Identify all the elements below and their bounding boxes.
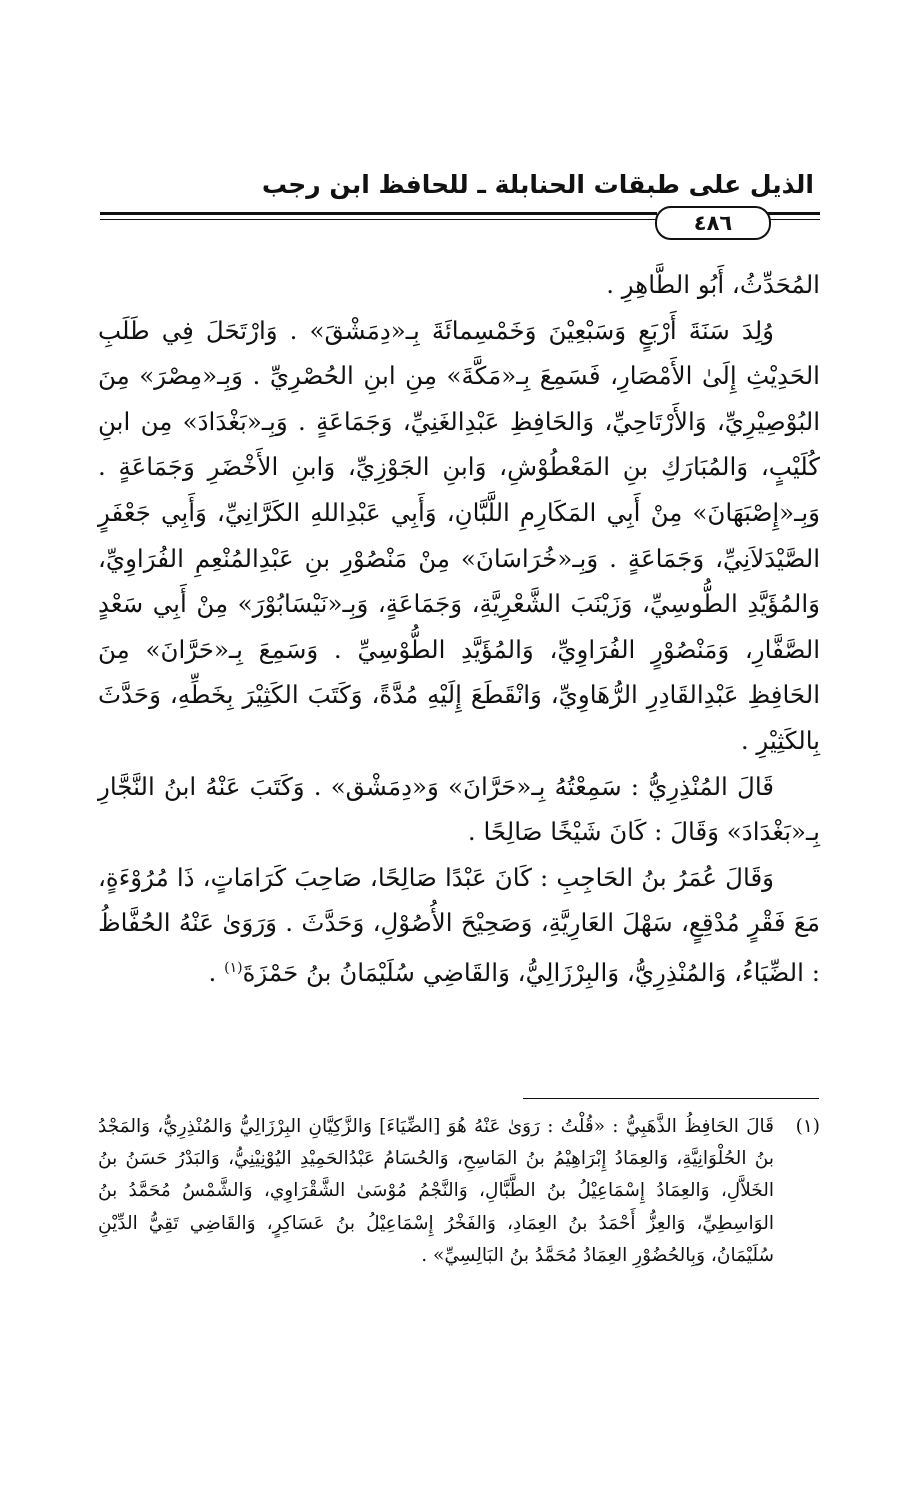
paragraph-ibn-hajib bbox=[98, 855, 820, 996]
paragraph-mundhiri: قَالَ المُنْذِرِيُّ : سَمِعْتُهُ بِـ«حَرَّانَ» وَ«دِمَشْق» . وَكَتَبَ عَنْهُ ابنُ النَّجَّارِ بِـ«بَغْدَادَ» وَقَالَ : كَانَ شَيْخًا صَالِحًا . bbox=[98, 771, 820, 847]
running-header bbox=[100, 168, 820, 238]
page-number-badge: ٤٨٦ bbox=[655, 206, 771, 240]
header-rule-thin-left bbox=[100, 219, 657, 220]
footnote-reference: (١) bbox=[224, 959, 243, 976]
footnote bbox=[98, 1111, 820, 1272]
header-rule-thick-left bbox=[100, 212, 657, 215]
running-header-title: الذيل على طبقات الحنابلة ـ للحافظ ابن رجب bbox=[261, 170, 814, 199]
footnote-separator bbox=[523, 1098, 819, 1099]
footnote-marker: (١) bbox=[795, 1116, 820, 1137]
final-period: . bbox=[208, 958, 225, 988]
paragraph-name-line: المُحَدِّثُ، أَبُو الطَّاهِرِ . bbox=[606, 270, 820, 299]
paragraph-birth-travels: وُلِدَ سَنَةَ أَرْبَعٍ وَسَبْعِيْنَ وَخَمْسِمائَةَ بِـ«دِمَشْقَ» . وَارْتَحَلَ فِي طَلَبِ الحَدِيْثِ إِلَىٰ الأَمْصَارِ، فَسَمِعَ بِـ«مَكَّةَ» مِنِ ابنِ الحُصْرِيِّ . وَبِـ«مِصْرَ» مِنَ البُوْصِيْرِيِّ، وَالأَرْتَاحِيِّ، وَالحَافِظِ عَبْدِالغَنِيِّ، وَجَمَاعَةٍ . وَبِـ«بَغْدَادَ» مِن ابنِ كُلَيْبٍ، وَالمُبَارَكِ بنِ المَعْطُوْشِ، وَابنِ الجَوْزِيِّ، وَابنِ الأَخْضَرِ وَجَمَاعَةٍ . وَبِـ«إِصْبَهَانَ» مِنْ أَبِي المَكَارِمِ اللَّبَّانِ، وَأَبِي عَبْدِاللهِ الكَرَّانِيِّ، وَأَبِي جَعْفَرٍ الصَّيْدَلاَنِيِّ، وَجَمَاعَةٍ . وَبِـ«خُرَاسَانَ» مِنْ مَنْصُوْرِ بنِ عَبْدِالمُنْعِمِ الفُرَاوِيِّ، وَالمُؤَيَّدِ الطُّوسِيِّ، وَزَيْنَبَ الشَّعْرِيَّةِ، وَجَمَاعَةٍ، وَبِـ«نَيْسَابُوْرَ» مِنْ أَبِي سَعْدٍ الصَّفَّارِ، وَمَنْصُوْرٍ الفُرَاوِيِّ، وَالمُؤَيَّدِ الطُّوْسِيِّ . وَسَمِعَ بِـ«حَرَّانَ» مِنَ الحَافِظِ عَبْدِالقَادِرِ الرُّهَاوِيِّ، وَانْقَطَعَ إِلَيْهِ مُدَّةً، وَكَتَبَ الكَثِيْرَ بِخَطِّهِ، وَحَدَّثَ بِالكَثِيْرِ . bbox=[98, 315, 820, 755]
footnote-text: قَالَ الحَافِظُ الذَّهَبِيُّ : «قُلْتُ : رَوَىٰ عَنْهُ هُوَ [الضِّيَاءَ] وَالزَّكِيَّانِ البِرْزَالِيُّ وَالمُنْذِرِيُّ، وَالمَجْدُ بنُ الحُلْوَانِيَّةِ، وَالعِمَادُ إِبْرَاهِيْمُ بنُ المَاسِحِ، وَالحُسَامُ عَبْدُالحَمِيْدِ اليُوْنِيْنِيُّ، وَالبَدْرُ حَسَنُ بنُ الخَلاَّلِ، وَالعِمَادُ إِسْمَاعِيْلُ بنُ الطَّبَّالِ، وَالنَّجْمُ مُوْسَىٰ الشَّقْرَاوِي، وَالشَّمْسُ مُحَمَّدُ بنُ الوَاسِطِيِّ، وَالعِزُّ أَحْمَدُ بنُ العِمَادِ، وَالفَخْرُ إِسْمَاعِيْلُ بنُ عَسَاكِرٍ، وَالقَاضِي تَقِيُّ الدِّيْنِ سُلَيْمَانُ، وَبِالحُضُوْرِ العِمَادُ مُحَمَّدُ بنُ البَالِسِيِّ» . bbox=[98, 1116, 774, 1266]
biography-text bbox=[98, 262, 820, 996]
paragraph-ibn-hajib-text: وَقَالَ عُمَرُ بنُ الحَاجِبِ : كَانَ عَبْدًا صَالِحًا، صَاحِبَ كَرَامَاتٍ، ذَا مُرُوْءَةٍ، مَعَ فَقْرٍ مُدْقِعٍ، سَهْلَ العَارِيَّةِ، وَصَحِيْحَ الأُصُوْلِ، وَحَدَّثَ . وَرَوَىٰ عَنْهُ الحُفَّاظُ : الضِّيَاءُ، وَالمُنْذِرِيُّ، وَالبِرْزَالِيُّ، وَالقَاضِي سُلَيْمَانُ بنُ حَمْزَةَ bbox=[98, 862, 820, 988]
